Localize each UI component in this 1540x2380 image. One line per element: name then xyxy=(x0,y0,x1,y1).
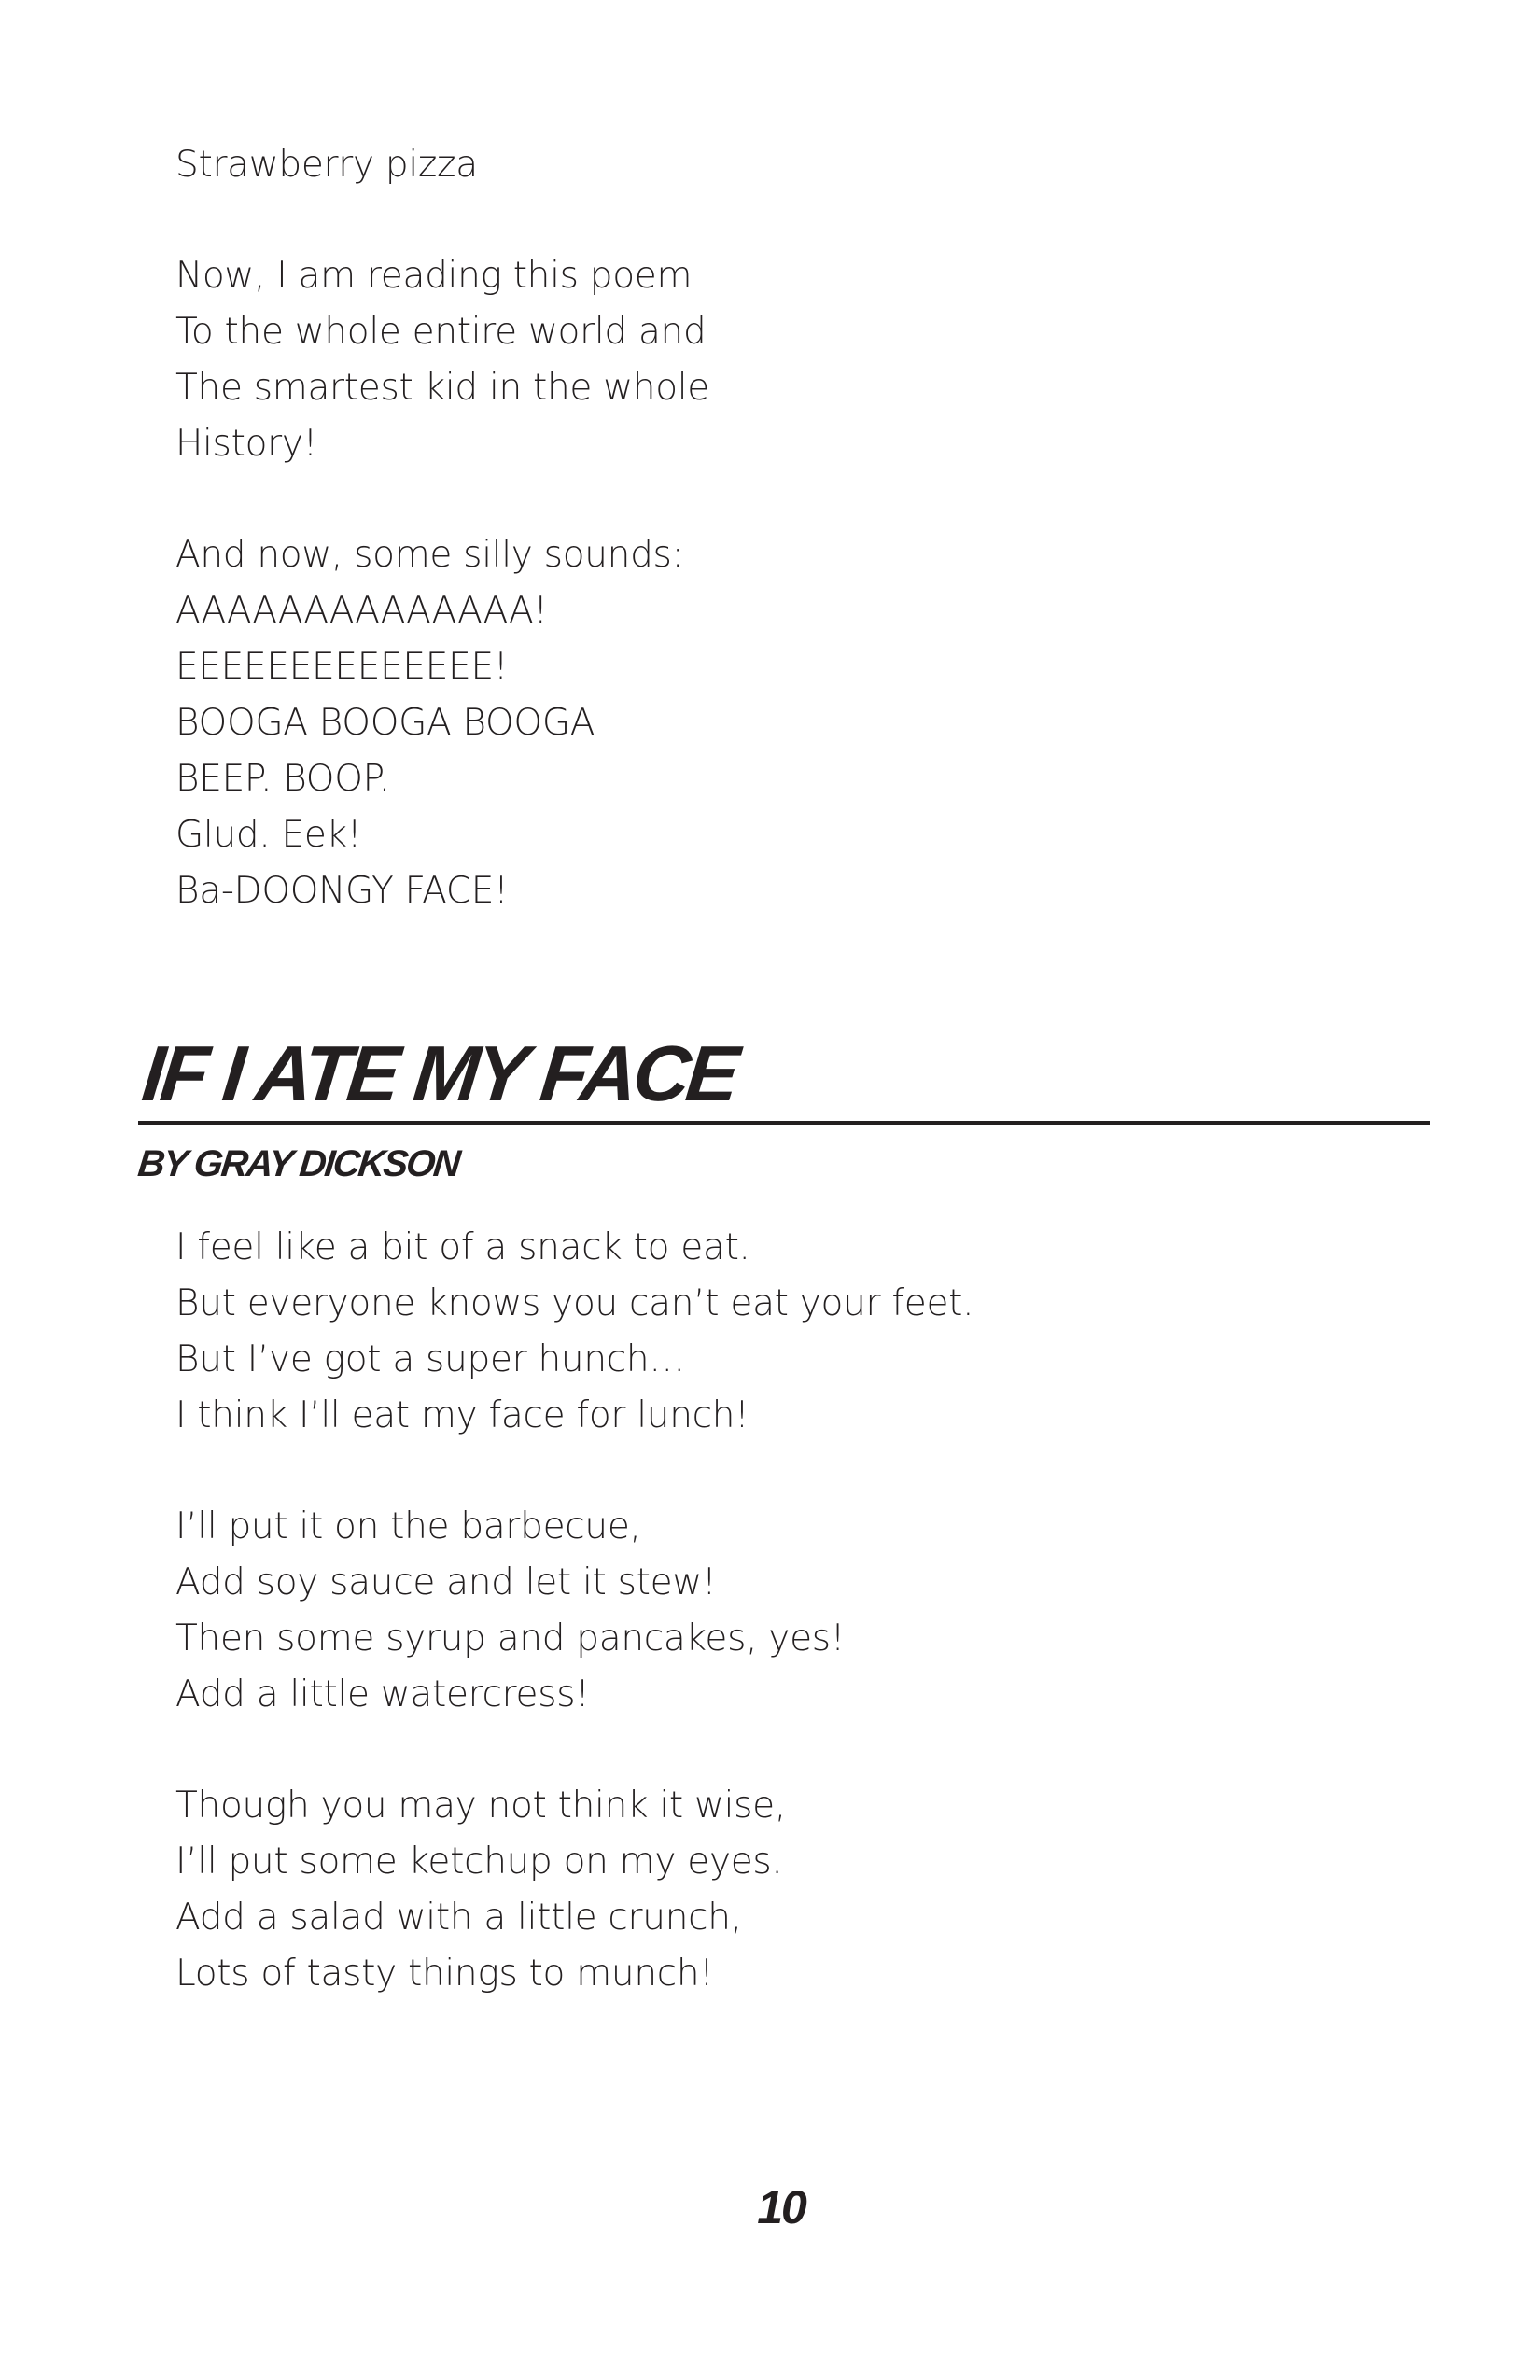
poem-line: I feel like a bit of a snack to eat. xyxy=(175,1226,750,1268)
poem-line: BEEP. BOOP. xyxy=(175,758,390,800)
poem-line: Though you may not think it wise, xyxy=(175,1785,786,1827)
poem-line: Add a salad with a little crunch, xyxy=(175,1897,742,1939)
previous-poem-continuation xyxy=(175,137,709,974)
poem-line: Add soy sauce and let it stew! xyxy=(175,1561,717,1603)
poem-line: The smartest kid in the whole xyxy=(175,367,709,409)
poem-line: Ba-DOONGY FACE! xyxy=(175,870,509,912)
poem-line: But I’ve got a super hunch… xyxy=(175,1338,685,1380)
poem-line: Lots of tasty things to munch! xyxy=(175,1953,714,1995)
poem-line: I’ll put some ketchup on my eyes. xyxy=(175,1841,783,1883)
stanza xyxy=(175,1778,973,2002)
poem-line: EEEEEEEEEEEEEE! xyxy=(175,646,509,688)
stanza xyxy=(175,1499,973,1723)
stanza xyxy=(175,527,709,919)
title-divider xyxy=(138,1121,1430,1125)
poem-line: I think I’ll eat my face for lunch! xyxy=(175,1394,749,1436)
poem-line: But everyone knows you can’t eat your feet. xyxy=(175,1282,974,1324)
poem-line: And now, some silly sounds: xyxy=(175,534,684,576)
poem-line: BOOGA BOOGA BOOGA xyxy=(175,702,595,744)
poem-line: Then some syrup and pancakes, yes! xyxy=(175,1617,846,1659)
poem-line: Glud. Eek! xyxy=(175,814,362,856)
stanza xyxy=(175,137,709,193)
poem-line: Strawberry pizza xyxy=(175,144,478,186)
poem-line: Now, I am reading this poem xyxy=(175,255,693,297)
poem-line: AAAAAAAAAAAAAA! xyxy=(175,590,548,632)
page-number: 10 xyxy=(757,2181,805,2233)
stanza xyxy=(175,248,709,472)
stanza xyxy=(175,1220,973,1444)
poem-title: IF I ATE MY FACE xyxy=(138,1029,740,1117)
poem-line: I’ll put it on the barbecue, xyxy=(175,1505,641,1547)
poem-body xyxy=(175,1220,973,2057)
poem-author: BY GRAY DICKSON xyxy=(135,1143,461,1184)
poem-line: To the whole entire world and xyxy=(175,311,707,353)
poem-line: Add a little watercress! xyxy=(175,1673,590,1715)
poem-line: History! xyxy=(175,423,317,465)
